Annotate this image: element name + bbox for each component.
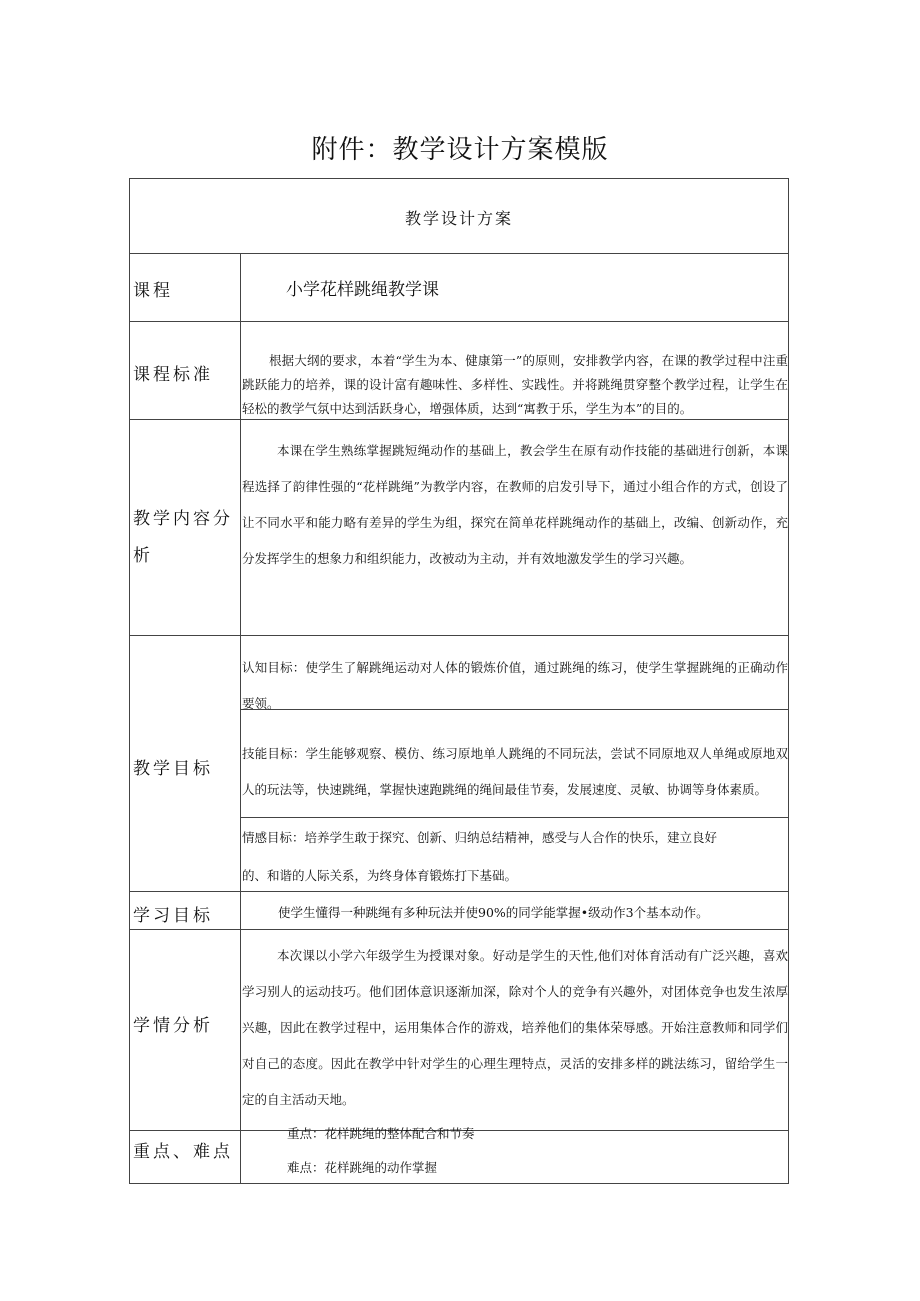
lesson-plan-table bbox=[129, 178, 789, 1184]
course-label: 课程 bbox=[133, 281, 173, 301]
row-divider bbox=[130, 929, 788, 930]
standard-label: 课程标准 bbox=[133, 365, 213, 385]
emotion-objective-line1: 情感目标：培养学生敢于探究、创新、归纳总结精神，感受与人合作的快乐，建立良好 bbox=[242, 830, 718, 845]
row-divider bbox=[130, 635, 788, 636]
difficulty-point: 难点：花样跳绳的动作掌握 bbox=[287, 1160, 438, 1175]
column-divider bbox=[240, 253, 241, 1183]
standard-text: 根据大纲的要求，本着“学生为本、健康第一”的原则，安排教学内容，在课的教学过程中注重跳跃能力的培养，课的设计富有趣味性、多样性、实践性。并将跳绳贯穿整个教学过程，让学生在轻松的教学气氛中达到活跃身心，增强体质，达到“寓教于乐，学生为本”的目的。 bbox=[242, 353, 788, 416]
table-header: 教学设计方案 bbox=[404, 209, 513, 228]
row-divider bbox=[130, 891, 788, 892]
content-label-line2: 析 bbox=[133, 546, 153, 566]
key-point: 重点：花样跳绳的整体配合和节奏 bbox=[287, 1126, 475, 1141]
row-divider bbox=[130, 253, 788, 254]
sub-row-divider bbox=[241, 817, 788, 818]
content-label-line1: 教学内容分 bbox=[133, 509, 233, 529]
learning-label: 学习目标 bbox=[133, 906, 213, 926]
course-value: 小学花样跳绳教学课 bbox=[286, 280, 439, 300]
emotion-objective-line2: 的、和谐的人际关系，为终身体育锻炼打下基础。 bbox=[242, 868, 518, 883]
learning-text: 使学生懂得一种跳绳有多种玩法并使90%的同学能掌握•级动作3个基本动作。 bbox=[278, 905, 709, 920]
content-text: 本课在学生熟练掌握跳短绳动作的基础上，教会学生在原有动作技能的基础进行创新，本课程选择了韵律性强的“花样跳绳”为教学内容，在教师的启发引导下，通过小组合作的方式，创设了让不同水平和能力略有差异的学生为组，探究在简单花样跳绳动作的基础上，改编、创新动作，充分发挥学生的想象力和组织能力，改被动为主动，并有效地激发学生的学习兴趣。 bbox=[242, 443, 788, 566]
cognitive-objective: 认知目标：使学生了解跳绳运动对人体的锻炼价值，通过跳绳的练习，使学生掌握跳绳的正确动作要领。 bbox=[242, 660, 788, 711]
objectives-label: 教学目标 bbox=[133, 759, 213, 779]
analysis-label: 学情分析 bbox=[133, 1016, 213, 1036]
row-divider bbox=[130, 321, 788, 322]
analysis-text: 本次课以小学六年级学生为授课对象。好动是学生的天性,他们对体育活动有广泛兴趣，喜欢学习别人的运动技巧。他们团体意识逐渐加深，除对个人的竞争有兴趣外，对团体竞争也发生浓厚兴趣，因此在教学过程中，运用集体合作的游戏，培养他们的集体荣辱感。开始注意教师和同学们对自己的态度。因此在教学中针对学生的心理生理特点，灵活的安排多样的跳法练习，留给学生一定的自主活动天地。 bbox=[242, 948, 788, 1107]
key-points-label: 重点、难点 bbox=[133, 1142, 233, 1162]
page-title: 附件：教学设计方案模版 bbox=[311, 135, 609, 165]
skill-objective: 技能目标：学生能够观察、模仿、练习原地单人跳绳的不同玩法，尝试不同原地双人单绳或原地双人的玩法等，快速跳绳，掌握快速跑跳绳的绳间最佳节奏，发展速度、灵敏、协调等身体素质。 bbox=[242, 746, 788, 797]
